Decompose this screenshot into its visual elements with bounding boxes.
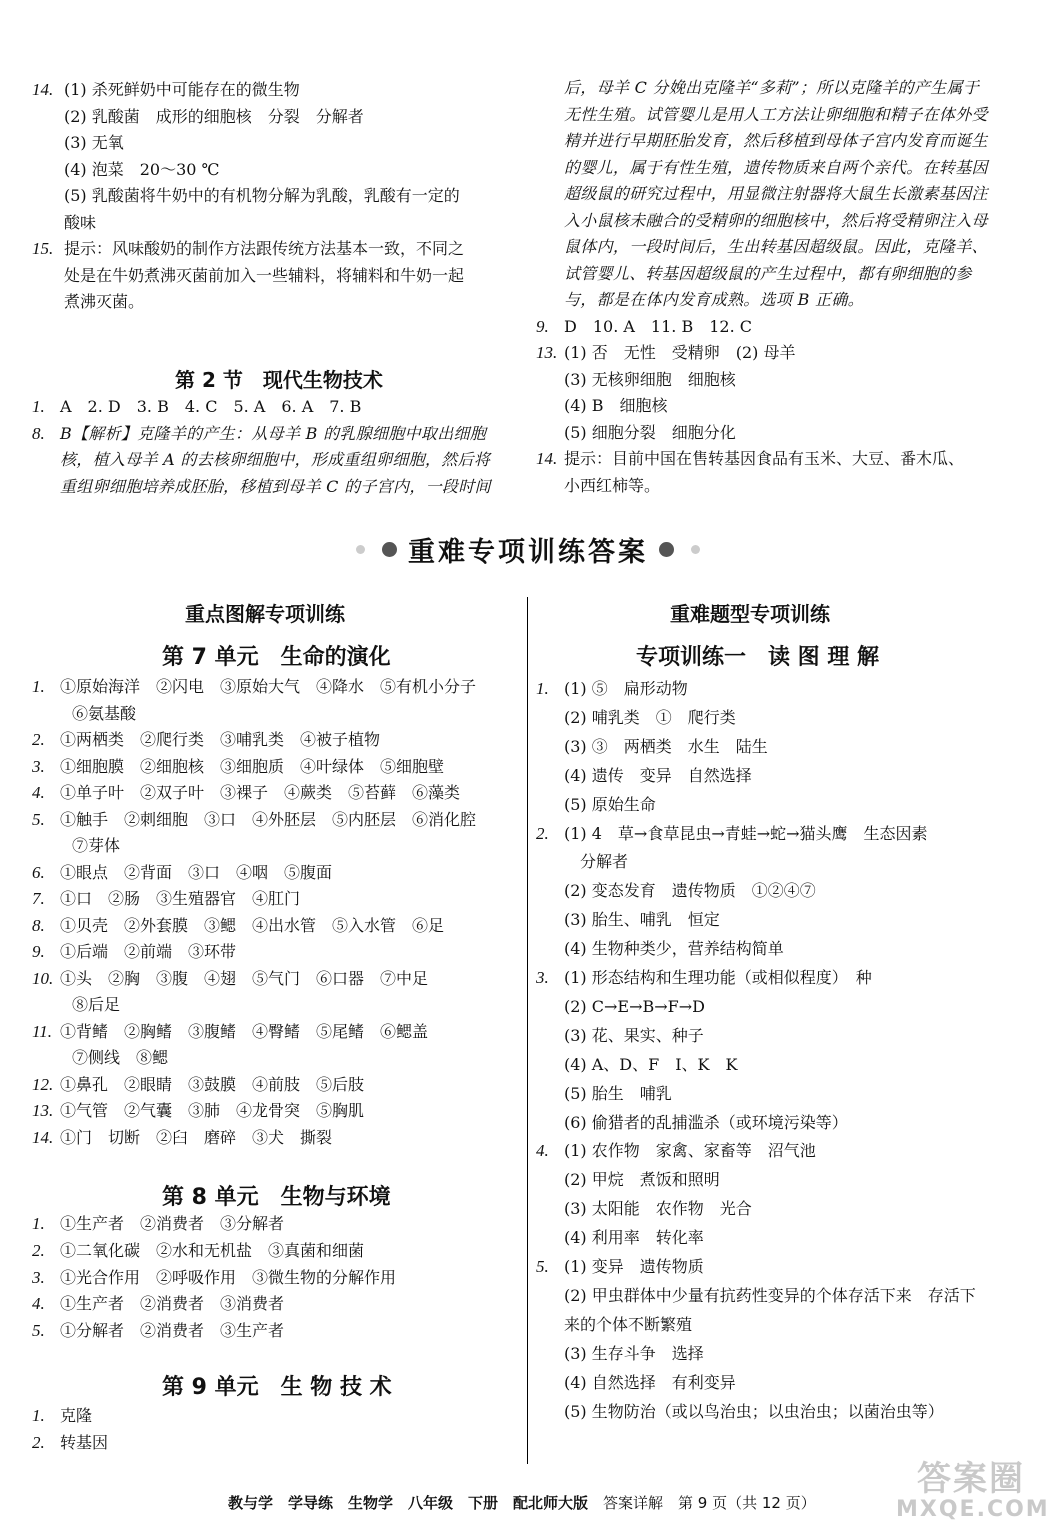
question-number: 7. — [32, 889, 45, 908]
answer-text: ①单子叶 ②双子叶 ③裸子 ④蕨类 ⑤苔藓 ⑥藻类 — [60, 783, 461, 802]
column-divider — [527, 597, 528, 1464]
answer-line — [32, 238, 464, 260]
answer-line — [564, 1285, 976, 1307]
question-number: 1. — [32, 397, 45, 416]
question-number: 8. — [32, 423, 45, 443]
answer-text: ①原始海洋 ②闪电 ③原始大气 ④降水 ⑤有机小分子 — [60, 677, 477, 696]
answer-text: (3) 胎生、哺乳 恒定 — [564, 910, 720, 930]
answer-text: ①鼻孔 ②眼睛 ③鼓膜 ④前肢 ⑤后肢 — [60, 1074, 365, 1094]
answer-line — [564, 104, 988, 126]
answer-text: 超级鼠的研究过程中，用显微注射器将大鼠生长激素基因注 — [564, 184, 988, 203]
answer-line — [564, 210, 988, 232]
answer-line — [60, 449, 490, 471]
answer-text: (6) 偷猎者的乱捕滥杀（或环境污染等） — [564, 1112, 848, 1132]
page-footer — [228, 1492, 816, 1513]
answer-text: (2) 变态发育 遗传物质 ①②④⑦ — [564, 881, 816, 901]
question-number: 1. — [32, 1214, 45, 1233]
answer-line — [32, 1320, 284, 1342]
answer-line — [564, 707, 736, 729]
answer-line — [72, 1047, 168, 1069]
answer-line — [564, 1198, 752, 1220]
question-number: 13. — [536, 343, 558, 362]
question-number: 1. — [536, 679, 549, 698]
answer-text: (4) 生物种类少，营养结构简单 — [564, 939, 784, 959]
question-number: 1. — [32, 1406, 45, 1425]
answer-text: 煮沸灭菌。 — [64, 292, 145, 311]
question-number: 3. — [536, 968, 549, 987]
answer-text: ①细胞膜 ②细胞核 ③细胞质 ④叶绿体 ⑤细胞壁 — [60, 756, 445, 776]
question-number: 2. — [32, 730, 45, 749]
answer-text: (3) ③ 两栖类 水生 陆生 — [564, 736, 768, 756]
answer-line — [72, 703, 136, 725]
answer-line — [564, 1112, 848, 1134]
answer-line — [32, 1293, 284, 1315]
answer-text: (3) 无氧 — [64, 133, 124, 152]
answer-line — [64, 265, 464, 287]
answer-line — [72, 835, 120, 857]
answer-line — [32, 676, 476, 698]
answer-text: D 10. A 11. B 12. C — [564, 316, 752, 336]
question-number: 3. — [32, 756, 45, 776]
answer-line — [32, 729, 380, 751]
answer-text: 与，都是在体内发育成熟。选项 B 正确。 — [564, 290, 864, 309]
answer-text: ①分解者 ②消费者 ③生产者 — [60, 1321, 285, 1341]
answer-text: 鼠体内，一段时间后，生出转基因超级鼠。因此，克隆羊、 — [564, 237, 988, 256]
question-number: 3. — [32, 1267, 45, 1287]
unit-9-title: 第 9 单元 生 物 技 术 — [162, 1375, 392, 1400]
answer-text: ①二氧化碳 ②水和无机盐 ③真菌和细菌 — [60, 1240, 365, 1260]
question-number: 2. — [536, 823, 549, 843]
answer-text: ①门 切断 ②臼 磨碎 ③犬 撕裂 — [60, 1127, 333, 1147]
answer-line — [64, 132, 124, 154]
answer-line — [564, 794, 656, 816]
answer-line — [564, 851, 628, 873]
banner-title: 重难专项训练答案 — [408, 537, 648, 568]
answer-text: ①生产者 ②消费者 ③分解者 — [60, 1214, 285, 1233]
question-number: 9. — [32, 942, 45, 961]
left-section-heading: 重点图解专项训练 — [185, 602, 345, 626]
answer-text: 后，母羊 C 分娩出克隆羊“多莉”；所以克隆羊的产生属于 — [564, 78, 980, 97]
section-2-title: 第 2 节 现代生物技术 — [175, 368, 383, 392]
answer-line — [564, 1343, 704, 1365]
answer-text: 的婴儿，属于有性生殖，遗传物质来自两个亲代。在转基因 — [564, 157, 988, 177]
answer-line — [564, 369, 736, 391]
answer-line — [564, 1372, 736, 1394]
question-number: 14. — [32, 80, 54, 99]
answer-text: (3) 花、果实、种子 — [564, 1025, 704, 1045]
answer-line — [536, 316, 752, 338]
answer-line — [64, 185, 460, 207]
section-banner — [0, 530, 1056, 570]
answer-line — [564, 395, 668, 417]
answer-line — [32, 1240, 364, 1262]
question-number: 5. — [32, 809, 45, 829]
answer-text: 克隆 — [60, 1406, 93, 1425]
answer-text: 小西红柿等。 — [564, 475, 661, 495]
right-section-heading: 重难题型专项训练 — [670, 602, 830, 626]
answer-line — [32, 1432, 108, 1454]
question-number: 11. — [32, 1021, 52, 1041]
answer-line — [32, 1405, 92, 1427]
answer-text: (4) 遗传 变异 自然选择 — [564, 765, 752, 785]
question-number: 5. — [32, 1321, 45, 1341]
answer-text: (4) 泡菜 20～30 ℃ — [64, 159, 220, 179]
answer-text: 核，植入母羊 A 的去核卵细胞中，形成重组卵细胞，然后将 — [60, 450, 491, 469]
decor-dot-icon — [382, 542, 397, 557]
answer-text: (2) C→E→B→F→D — [564, 996, 705, 1016]
answer-text: ①光合作用 ②呼吸作用 ③微生物的分解作用 — [60, 1267, 397, 1287]
answer-line — [564, 422, 736, 444]
answer-line — [564, 1025, 704, 1047]
answer-text: A 2. D 3. B 4. C 5. A 6. A 7. B — [60, 397, 362, 416]
answer-line — [564, 1314, 692, 1336]
answer-text: 处是在牛奶煮沸灭菌前加入一些辅料，将辅料和牛奶一起 — [64, 265, 465, 285]
question-number: 4. — [32, 783, 45, 802]
answer-line — [64, 212, 96, 234]
answer-line — [564, 909, 720, 931]
answer-text: 提示：目前中国在售转基因食品有玉米、大豆、番木瓜、 — [564, 449, 965, 468]
answer-text: (5) 乳酸菌将牛奶中的有机物分解为乳酸，乳酸有一定的 — [64, 186, 460, 205]
answer-text: (4) 利用率 转化率 — [564, 1228, 704, 1248]
answer-line — [32, 782, 460, 804]
answer-text: (5) 原始生命 — [564, 794, 656, 814]
answer-text: 酸味 — [64, 212, 97, 232]
answer-line — [564, 1054, 737, 1076]
answer-text: 转基因 — [60, 1432, 109, 1452]
question-number: 4. — [536, 1141, 549, 1161]
answer-text: ⑦侧线 ⑧鳃 — [72, 1048, 169, 1067]
training-1-title: 专项训练一 读 图 理 解 — [636, 645, 879, 670]
answer-text: 来的个体不断繁殖 — [564, 1314, 693, 1334]
answer-line — [32, 915, 444, 937]
answer-text: (2) 甲虫群体中少量有抗药性变异的个体存活下来 存活下 — [564, 1285, 976, 1305]
answer-text: ①两栖类 ②爬行类 ③哺乳类 ④被子植物 — [60, 730, 381, 749]
answer-line — [536, 678, 688, 700]
question-number: 4. — [32, 1294, 45, 1314]
answer-line — [564, 236, 988, 258]
answer-line — [564, 475, 660, 497]
answer-line — [564, 1227, 704, 1249]
decor-dot-icon — [691, 545, 700, 554]
answer-line — [32, 79, 300, 101]
answer-line — [60, 476, 491, 498]
question-number: 2. — [32, 1240, 45, 1260]
answer-text: 分解者 — [564, 852, 629, 872]
answer-line — [32, 1074, 364, 1096]
answer-text: B【解析】克隆羊的产生：从母羊 B 的乳腺细胞中取出细胞 — [60, 423, 487, 443]
answer-text: (1) 否 无性 受精卵 (2) 母羊 — [564, 343, 796, 362]
answer-text: (2) 哺乳类 ① 爬行类 — [564, 707, 736, 727]
answer-line — [32, 756, 444, 778]
question-number: 2. — [32, 1432, 45, 1452]
answer-text: (4) A、D、F I、K K — [564, 1054, 738, 1074]
answer-line — [32, 1100, 364, 1122]
unit-7-title: 第 7 单元 生命的演化 — [162, 645, 391, 670]
answer-line — [32, 1267, 396, 1289]
answer-text: (1) 农作物 家禽、家畜等 沼气池 — [564, 1141, 816, 1161]
answer-text: ⑥氨基酸 — [72, 703, 137, 723]
answer-text: (5) 生物防治（或以鸟治虫；以虫治虫；以菌治虫等） — [564, 1401, 944, 1421]
question-number: 8. — [32, 915, 45, 935]
answer-line — [564, 157, 988, 179]
answer-text: (1) ⑤ 扁形动物 — [564, 679, 688, 698]
question-number: 5. — [536, 1257, 549, 1276]
answer-text: (3) 生存斗争 选择 — [564, 1343, 704, 1363]
question-number: 9. — [536, 316, 549, 336]
answer-line — [64, 159, 219, 181]
answer-line — [564, 1401, 944, 1423]
answer-text: ⑦芽体 — [72, 836, 121, 855]
answer-line — [32, 423, 486, 445]
answer-line — [564, 77, 979, 99]
answer-text: 提示：风味酸奶的制作方法跟传统方法基本一致，不同之 — [64, 239, 465, 258]
answer-line — [32, 968, 428, 990]
answer-line — [564, 736, 768, 758]
answer-line — [564, 1083, 672, 1105]
answer-text: (1) 形态结构和生理功能（或相似程度） 种 — [564, 968, 872, 987]
question-number: 6. — [32, 862, 45, 882]
answer-text: ①触手 ②刺细胞 ③口 ④外胚层 ⑤内胚层 ⑥消化腔 — [60, 809, 477, 829]
answer-text: ⑧后足 — [72, 995, 121, 1014]
decor-dot-icon — [659, 542, 674, 557]
answer-line — [536, 342, 796, 364]
question-number: 14. — [536, 449, 558, 468]
answer-line — [564, 289, 864, 311]
answer-text: (3) 无核卵细胞 细胞核 — [564, 369, 736, 389]
answer-text: 试管婴儿、转基因超级鼠的产生过程中，都有卵细胞的参 — [564, 263, 972, 283]
answer-text: ①后端 ②前端 ③环带 — [60, 942, 237, 961]
answer-text: (1) 杀死鲜奶中可能存在的微生物 — [64, 80, 300, 99]
answer-text: 入小鼠核未融合的受精卵的细胞核中，然后将受精卵注入母 — [564, 210, 988, 230]
answer-line — [536, 448, 964, 470]
answer-line — [564, 996, 705, 1018]
answer-text: (3) 太阳能 农作物 光合 — [564, 1199, 752, 1219]
answer-text: 重组卵细胞培养成胚胎，移植到母羊 C 的子宫内，一段时间 — [60, 476, 491, 496]
footer-book-info: 教与学 学导练 生物学 八年级 下册 配北师大版 — [228, 1494, 589, 1512]
answer-line — [72, 994, 120, 1016]
question-number: 15. — [32, 239, 54, 258]
answer-text: (4) 自然选择 有利变异 — [564, 1372, 736, 1392]
answer-text: (4) B 细胞核 — [564, 396, 668, 415]
answer-text: ①头 ②胸 ③腹 ④翅 ⑤气门 ⑥口器 ⑦中足 — [60, 968, 429, 988]
answer-text: (1) 变异 遗传物质 — [564, 1257, 704, 1276]
answer-line — [564, 183, 988, 205]
answer-text: (1) 4 草→食草昆虫→青蛙→蛇→猫头鹰 生态因素 — [564, 823, 928, 843]
answer-text: ①背鳍 ②胸鳍 ③腹鳍 ④臀鳍 ⑤尾鳍 ⑥鳃盖 — [60, 1021, 429, 1041]
answer-line — [32, 862, 332, 884]
answer-line — [536, 823, 928, 845]
answer-line — [564, 130, 988, 152]
answer-text: (2) 甲烷 煮饭和照明 — [564, 1170, 720, 1190]
answer-line — [564, 263, 972, 285]
answer-text: ①口 ②肠 ③生殖器官 ④肛门 — [60, 889, 301, 908]
answer-text: ①生产者 ②消费者 ③消费者 — [60, 1294, 285, 1314]
answer-text: (5) 细胞分裂 细胞分化 — [564, 422, 736, 442]
answer-line — [564, 880, 816, 902]
answer-line — [536, 1140, 816, 1162]
answer-line — [536, 967, 872, 989]
answer-text: 无性生殖。试管婴儿是用人工方法让卵细胞和精子在体外受 — [564, 104, 988, 124]
answer-line — [32, 941, 236, 963]
answer-line — [536, 1256, 704, 1278]
answer-line — [32, 1021, 428, 1043]
answer-line — [32, 396, 361, 418]
answer-text: ①眼点 ②背面 ③口 ④咽 ⑤腹面 — [60, 862, 333, 882]
footer-page-info: 答案详解 第 9 页（共 12 页） — [588, 1494, 816, 1512]
answer-line — [564, 1169, 720, 1191]
decor-dot-icon — [356, 545, 365, 554]
answer-line — [564, 765, 752, 787]
answer-line — [64, 106, 364, 128]
answer-line — [32, 1127, 332, 1149]
answer-line — [32, 809, 476, 831]
answer-text: ①气管 ②气囊 ③肺 ④龙骨突 ⑤胸肌 — [60, 1101, 365, 1120]
answer-line — [564, 938, 784, 960]
answer-line — [32, 888, 300, 910]
answer-text: ①贝壳 ②外套膜 ③鳃 ④出水管 ⑤入水管 ⑥足 — [60, 915, 445, 935]
question-number: 12. — [32, 1074, 54, 1094]
question-number: 10. — [32, 968, 54, 988]
question-number: 1. — [32, 677, 45, 696]
answer-text: (5) 胎生 哺乳 — [564, 1083, 672, 1103]
unit-8-title: 第 8 单元 生物与环境 — [162, 1185, 391, 1210]
answer-text: 精并进行早期胚胎发育，然后移植到母体子宫内发育而诞生 — [564, 131, 988, 150]
answer-line — [64, 291, 144, 313]
watermark-logo: 答案圈 MXQE.COM — [896, 1459, 1050, 1522]
answer-line — [32, 1213, 284, 1235]
question-number: 14. — [32, 1127, 54, 1147]
question-number: 13. — [32, 1101, 54, 1120]
answer-text: (2) 乳酸菌 成形的细胞核 分裂 分解者 — [64, 106, 364, 126]
